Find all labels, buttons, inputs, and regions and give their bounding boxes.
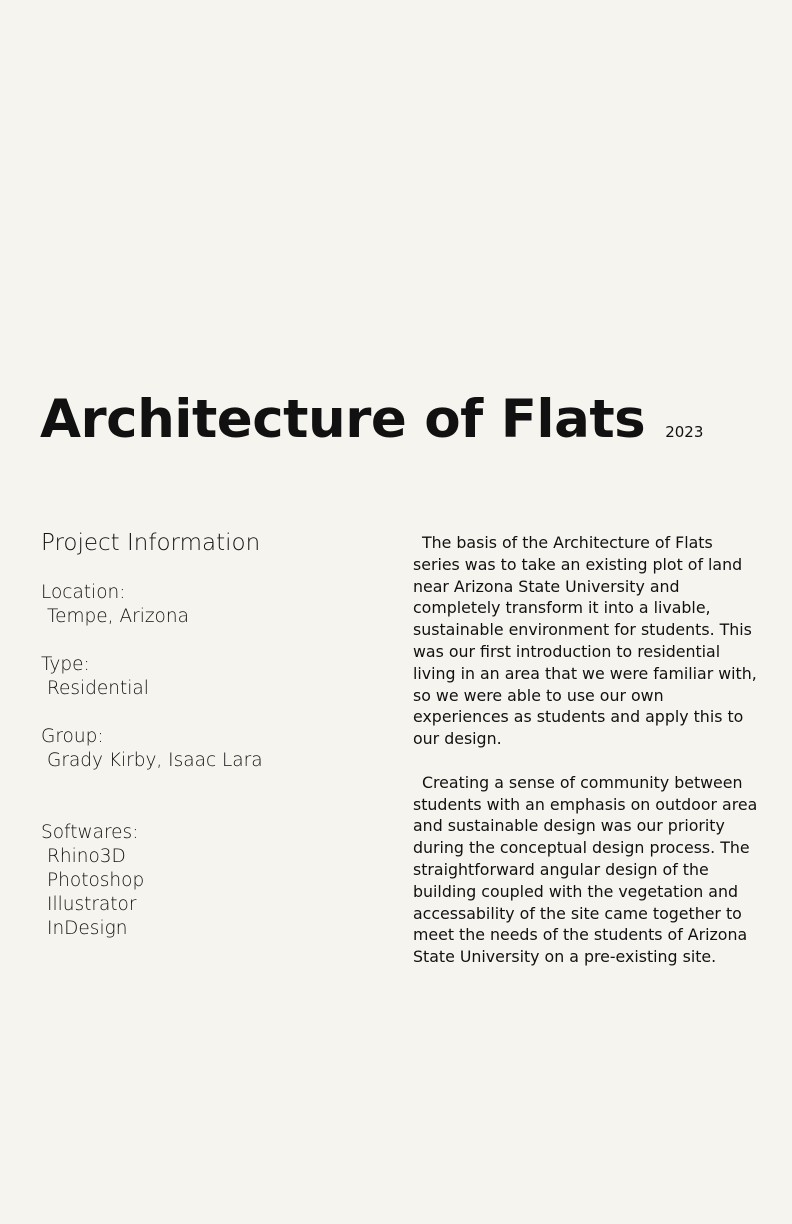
type-value: Residential <box>47 678 149 699</box>
project-information-heading: Project Information <box>41 530 261 556</box>
description-paragraph: The basis of the Architecture of Flats series was to take an existing plot of land near Arizona State University and completely transform it into a livable, sustainable environment for students. This was our first introduction to residential living in an area that we were familiar with, so we were able to use our own experiences as students and apply this to our design. <box>413 533 757 749</box>
location-value: Tempe, Arizona <box>47 606 189 627</box>
title-row <box>40 388 703 452</box>
description-paragraph: Creating a sense of community between students with an emphasis on outdoor area and sustainable design was our priority during the conceptual design process. The straightforward angular design of the building coupled with the vegetation and accessability of the site came together to meet the needs of the students of Arizona State University on a pre-existing site. <box>413 772 758 967</box>
group-group <box>41 725 361 773</box>
software-item: Illustrator <box>47 894 137 915</box>
project-information-panel <box>41 528 361 965</box>
type-group <box>41 653 361 701</box>
project-description <box>413 532 758 990</box>
type-label: Type: <box>41 654 90 675</box>
group-value: Grady Kirby, Isaac Lara <box>47 750 263 771</box>
page-title: Architecture of Flats <box>40 389 646 450</box>
project-year: 2023 <box>665 423 704 441</box>
software-item: Photoshop <box>47 870 145 891</box>
group-label: Group: <box>41 726 104 747</box>
location-label: Location: <box>41 582 126 603</box>
softwares-label: Softwares: <box>41 822 139 843</box>
software-item: InDesign <box>47 918 128 939</box>
software-item: Rhino3D <box>47 846 126 867</box>
softwares-group <box>41 821 361 941</box>
location-group <box>41 581 361 629</box>
